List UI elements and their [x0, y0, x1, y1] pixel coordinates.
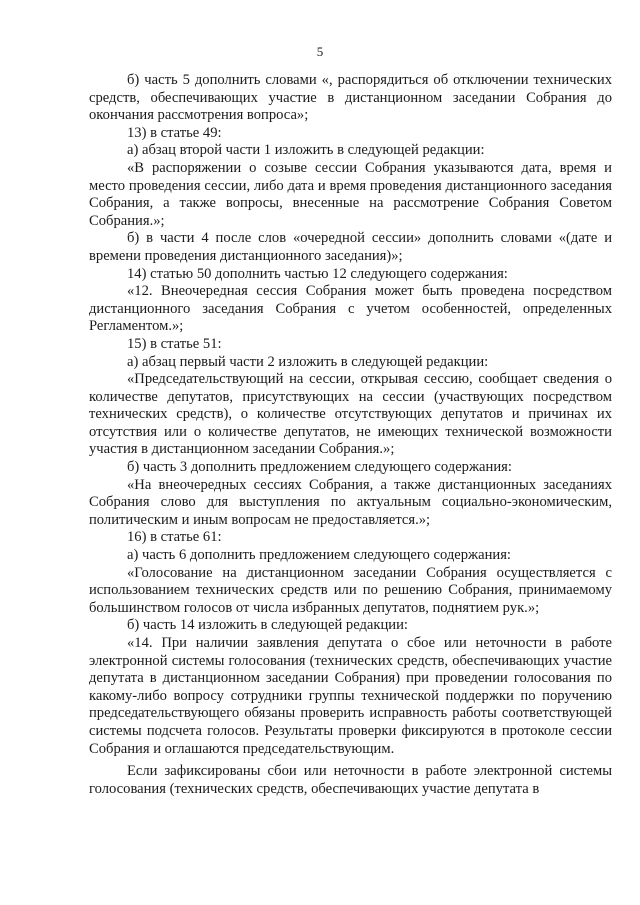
paragraph: «Председательствующий на сессии, открывая сессию, сообщает сведения о количестве депутатов, присутствующих на сессии (участвующих посредством технических средств), о количестве отсутствующих депутатов и причинах их отсутствия или о количестве депутатов, не имеющих технической возможности участия в дистанционном заседании Собрания.»; — [89, 371, 612, 458]
paragraph: 16) в статье 61: — [127, 529, 222, 546]
paragraph: а) абзац второй части 1 изложить в следующей редакции: — [127, 142, 485, 159]
paragraph: «На внеочередных сессиях Собрания, а также дистанционных заседаниях Собрания слово для выступления по актуальным социально-экономическим, политическим и иным вопросам не предоставляется.»; — [89, 476, 612, 528]
paragraph: б) часть 14 изложить в следующей редакции: — [127, 617, 408, 634]
paragraph: «12. Внеочередная сессия Собрания может быть проведена посредством дистанционного заседания Собрания с учетом особенностей, определенных Регламентом.»; — [89, 283, 612, 335]
paragraph: Если зафиксированы сбои или неточности в работе электронной системы голосования (технических средств, обеспечивающих участие депутата в — [89, 763, 612, 797]
paragraph: 15) в статье 51: — [127, 335, 222, 352]
paragraph: «Голосование на дистанционном заседании Собрания осуществляется с использованием технических средств или по решению Собрания, принимаемому большинством голосов от числа избранных депутатов, поднятием рук.»; — [89, 564, 612, 616]
paragraph: «В распоряжении о созыве сессии Собрания указываются дата, время и место проведения сессии, либо дата и время проведения дистанционного заседания Собрания, а также вопросы, внесенные на рассмотрение Собрания Советом Собрания.»; — [89, 159, 612, 229]
paragraph: 13) в статье 49: — [127, 124, 222, 141]
paragraph: б) в части 4 после слов «очередной сессии» дополнить словами «(дате и времени проведения дистанционного заседания)»; — [89, 230, 612, 264]
paragraph: «14. При наличии заявления депутата о сбое или неточности в работе электронной системы голосования (технических средств, обеспечивающих участие депутата в дистанционном заседании Собрания) при проведении голосования по какому-либо вопросу сотрудники группы технической поддержки по поручению председательствующего обязаны проверить исправность работы соответствующей системы подсчета голосов. Результаты проверки фиксируются в протоколе сессии Собрания и оглашаются председательствующим. — [89, 635, 612, 757]
document-body — [89, 72, 612, 798]
paragraph: а) часть 6 дополнить предложением следующего содержания: — [127, 547, 511, 564]
paragraph: а) абзац первый части 2 изложить в следующей редакции: — [127, 353, 489, 370]
paragraph: б) часть 3 дополнить предложением следующего содержания: — [127, 459, 512, 476]
paragraph: 14) статью 50 дополнить частью 12 следующего содержания: — [127, 265, 508, 282]
page-number: 5 — [316, 44, 324, 59]
paragraph: б) часть 5 дополнить словами «, распорядиться об отключении технических средств, обеспечивающих участие в дистанционном заседании Собрания до окончания рассмотрения вопроса»; — [89, 72, 612, 124]
